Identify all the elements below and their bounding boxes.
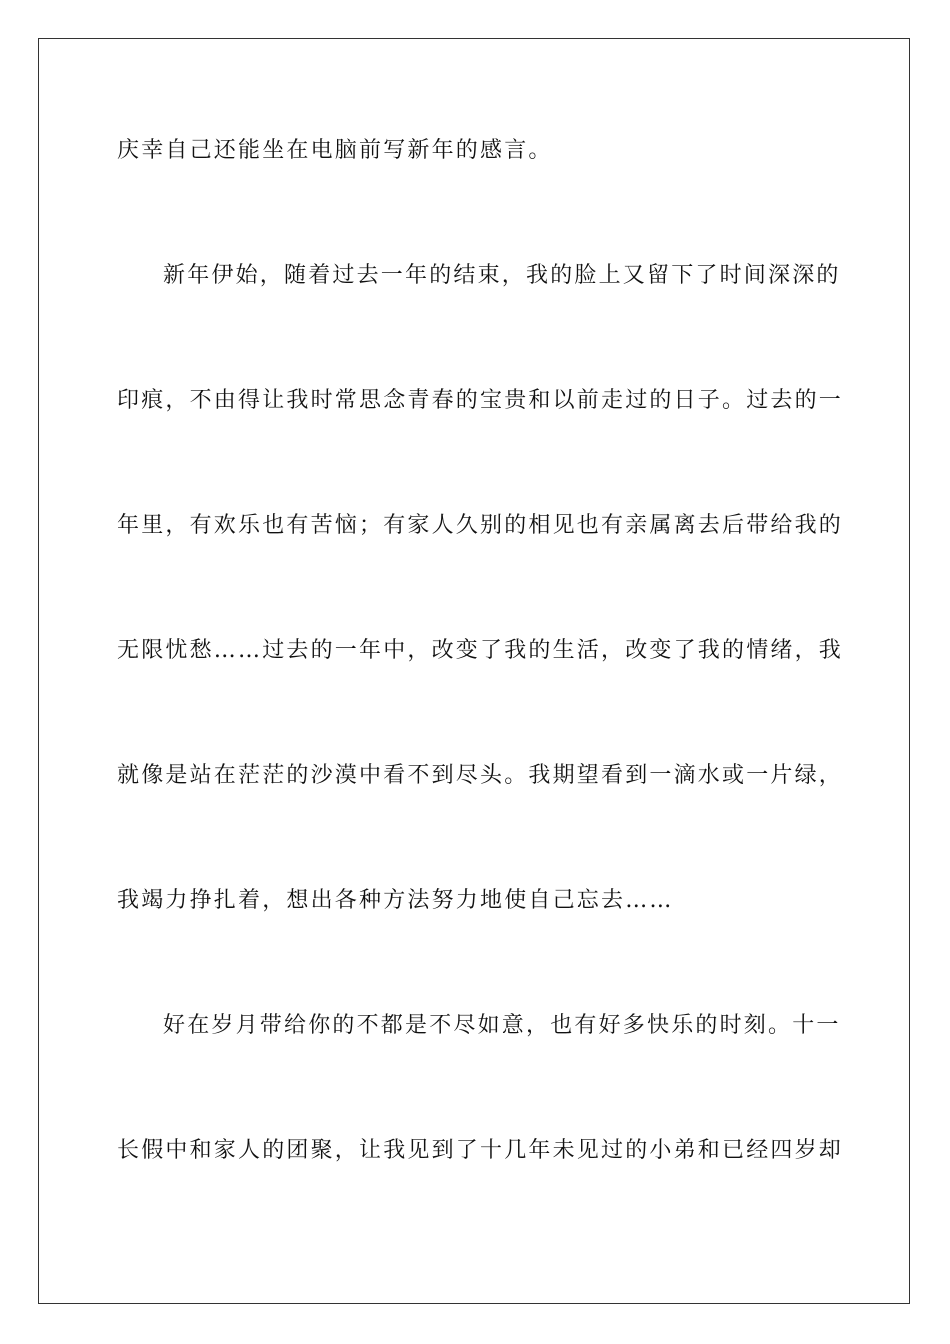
text-line: 长假中和家人的团聚，让我见到了十几年未见过的小弟和已经四岁却 [117,1138,844,1163]
text-line-paragraph-start: 好在岁月带给你的不都是不尽如意，也有好多快乐的时刻。十一 [163,1013,841,1038]
text-line-paragraph-start: 新年伊始，随着过去一年的结束，我的脸上又留下了时间深深的 [163,263,841,288]
text-line: 年里，有欢乐也有苦恼；有家人久别的相见也有亲属离去后带给我的 [117,513,844,538]
page-border [38,38,910,1304]
text-line: 就像是站在茫茫的沙漠中看不到尽头。我期望看到一滴水或一片绿， [117,763,844,788]
text-line: 无限忧愁……过去的一年中，改变了我的生活，改变了我的情绪，我 [117,638,844,663]
text-line: 印痕，不由得让我时常思念青春的宝贵和以前走过的日子。过去的一 [117,388,844,413]
text-line: 我竭力挣扎着，想出各种方法努力地使自己忘去…… [117,888,674,913]
text-line: 庆幸自己还能坐在电脑前写新年的感言。 [117,138,553,163]
